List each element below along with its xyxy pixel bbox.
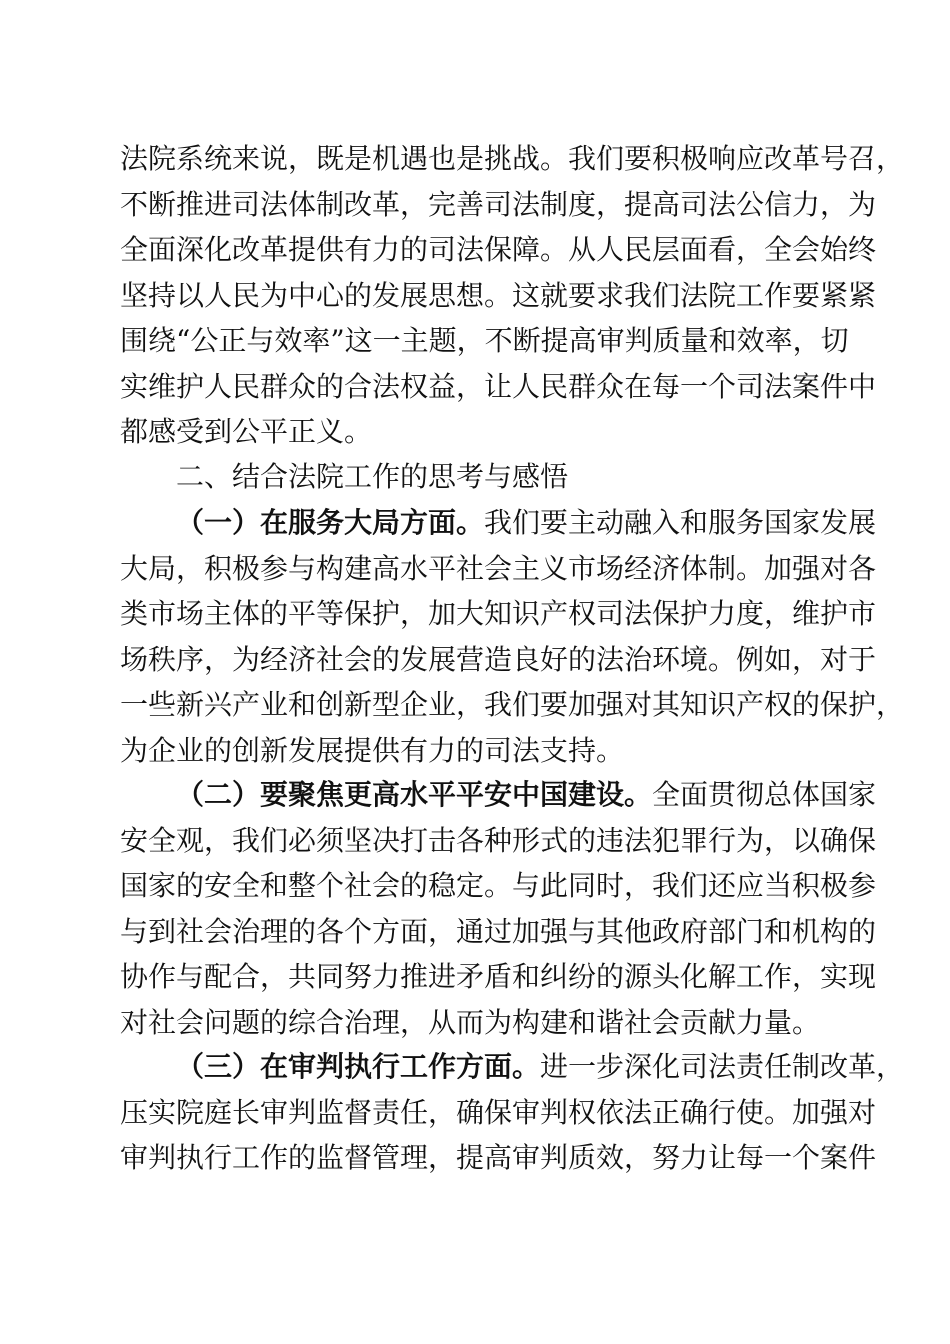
point-2-first-line-rest: 全面贯彻总体国家 (652, 778, 877, 811)
paragraph-first-line (120, 772, 877, 818)
paragraph-line: 围绕“公正与效率”这一主题，不断提高审判质量和效率，切 (120, 324, 849, 357)
paragraph-line: 全面深化改革提供有力的司法保障。从人民层面看，全会始终 (120, 233, 877, 266)
paragraph-line: 对社会问题的综合治理，从而为构建和谐社会贡献力量。 (120, 1005, 821, 1039)
paragraph-first-line (120, 500, 877, 546)
point-3-paragraph (120, 1044, 905, 1181)
point-2-lead: （二）要聚焦更高水平平安中国建设。 (176, 778, 653, 811)
paragraph-line: 审判执行工作的监督管理，提高审判质效，努力让每一个案件 (120, 1141, 877, 1174)
paragraph-line: 协作与配合，共同努力推进矛盾和纠纷的源头化解工作，实现 (120, 960, 877, 993)
paragraph-line: 实维护人民群众的合法权益，让人民群众在每一个司法案件中 (120, 369, 877, 403)
paragraph-line: 大局，积极参与构建高水平社会主义市场经济体制。加强对各 (120, 551, 877, 585)
paragraph-line: 不断推进司法体制改革，完善司法制度，提高司法公信力，为 (120, 187, 877, 221)
paragraph-line: 场秩序，为经济社会的发展营造良好的法治环境。例如，对于 (120, 642, 877, 676)
point-1-paragraph (120, 500, 905, 773)
paragraph-line: 压实院庭长审判监督责任，确保审判权依法正确行使。加强对 (120, 1095, 877, 1129)
paragraph-first-line (120, 1044, 905, 1090)
point-3-lead: （三）在审判执行工作方面。 (176, 1050, 541, 1083)
point-3-first-line-rest: 进一步深化司法责任制改革， (540, 1050, 905, 1083)
paragraph-line: 与到社会治理的各个方面，通过加强与其他政府部门和机构的 (120, 914, 877, 948)
paragraph-line: 国家的安全和整个社会的稳定。与此同时，我们还应当积极参 (120, 869, 877, 902)
point-2-paragraph (120, 772, 877, 1045)
section-heading: 二、结合法院工作的思考与感悟 (176, 460, 569, 493)
paragraph-line: 安全观，我们必须坚决打击各种形式的违法犯罪行为，以确保 (120, 823, 877, 857)
paragraph-line: 为企业的创新发展提供有力的司法支持。 (120, 733, 625, 767)
intro-paragraph (120, 136, 905, 455)
paragraph-line: 类市场主体的平等保护，加大知识产权司法保护力度，维护市 (120, 597, 877, 630)
paragraph-line: 一些新兴产业和创新型企业，我们要加强对其知识产权的保护， (120, 688, 905, 721)
paragraph-line: 都感受到公平正义。 (120, 415, 373, 448)
paragraph-line: 法院系统来说，既是机遇也是挑战。我们要积极响应改革号召， (120, 142, 905, 175)
paragraph-line: 坚持以人民为中心的发展思想。这就要求我们法院工作要紧紧 (120, 278, 877, 312)
point-1-lead: （一）在服务大局方面。 (176, 506, 485, 539)
point-1-first-line-rest: 我们要主动融入和服务国家发展 (484, 506, 877, 539)
